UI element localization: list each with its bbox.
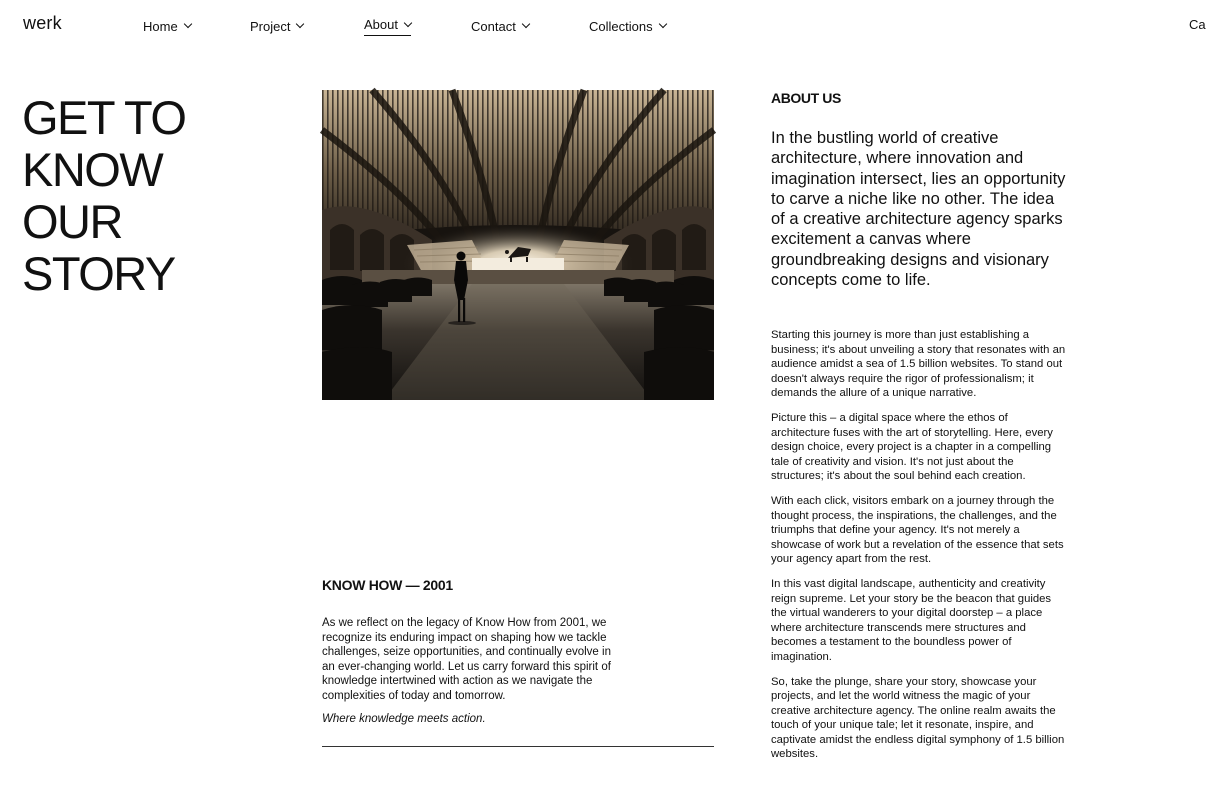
- nav-collections-label: Collections: [589, 18, 653, 34]
- brand-logo[interactable]: werk: [23, 13, 62, 33]
- about-paragraph: In this vast digital landscape, authenticity and creativity reign supreme. Let your story be the beacon that guides the virtual wanderers to your digital doorstep – a place where architecture transcends mere structures and becomes a testament to the boundless power of imagination.: [771, 578, 1052, 663]
- about-lead-text: In the bustling world of creative architecture, where innovation and imagination intersect, lies an opportunity to carve a niche like no other. The idea of a creative architecture agency sparks excitement a canvas where groundbreaking designs and visionary concepts come to life.: [771, 129, 1066, 290]
- divider: [322, 746, 714, 747]
- about-paragraph: With each click, visitors embark on a journey through the thought process, the inspirations, the challenges, and the triumphs that define your agency. It's not merely a showcase of work but a revelation of the essence that sets your agency apart from the rest.: [771, 495, 1064, 565]
- about-paragraph: So, take the plunge, share your story, showcase your projects, and let the world witness the magic of your creative architecture agency. The online realm awaits the touch of your unique tale; let it resonate, inspire, and captivate amidst the endless digital symphony of 1.5 billion websites.: [771, 675, 1065, 760]
- nav-item-truncated[interactable]: Ca: [1189, 17, 1206, 32]
- nav-collections[interactable]: [589, 17, 666, 35]
- page-title: [22, 92, 262, 300]
- nav-project-label: Project: [250, 18, 291, 34]
- chevron-down-icon: [296, 20, 304, 28]
- nav-home-label: Home: [143, 18, 178, 34]
- chevron-down-icon: [658, 20, 666, 28]
- chevron-down-icon: [183, 20, 191, 28]
- about-paragraph: Picture this – a digital space where the ethos of architecture fuses with the art of storytelling. Here, every design choice, every project is a chapter in a compelling tale of creativity and vision. It's not just about the structures; it's about the soul behind each creation.: [771, 412, 1053, 482]
- chevron-down-icon: [522, 20, 530, 28]
- title-line: KNOW: [22, 143, 163, 196]
- concert-hall-image: [322, 90, 714, 400]
- nav-about-label: About: [364, 17, 398, 32]
- nav-contact[interactable]: [471, 17, 529, 35]
- know-how-text: As we reflect on the legacy of Know How from 2001, we recognize its enduring impact on shaping how we tackle challenges, seize opportunities, and continually evolve in an ever-changing world. Let us carry forward this spirit of knowledge intertwined with action as we navigate the complexities of today and tomorrow.: [322, 617, 611, 702]
- title-line: OUR: [22, 195, 122, 248]
- about-paragraph: Starting this journey is more than just establishing a business; it's about unveiling a story that resonates with an audience amidst a sea of 1.5 billion websites. To stand out doesn't always require the rigor of professionalism; it demands the allure of a unique narrative.: [771, 329, 1066, 399]
- chevron-down-icon: [404, 18, 412, 26]
- nav-about[interactable]: [364, 16, 411, 36]
- about-body: [771, 328, 1067, 772]
- nav-project[interactable]: [250, 17, 303, 35]
- title-line: GET TO: [22, 91, 186, 144]
- nav-home[interactable]: [143, 17, 191, 35]
- know-how-quote: Where knowledge meets action.: [322, 713, 486, 725]
- know-how-heading: KNOW HOW — 2001: [322, 577, 453, 593]
- nav-contact-label: Contact: [471, 18, 516, 34]
- title-line: STORY: [22, 247, 175, 300]
- about-us-heading: ABOUT US: [771, 90, 841, 106]
